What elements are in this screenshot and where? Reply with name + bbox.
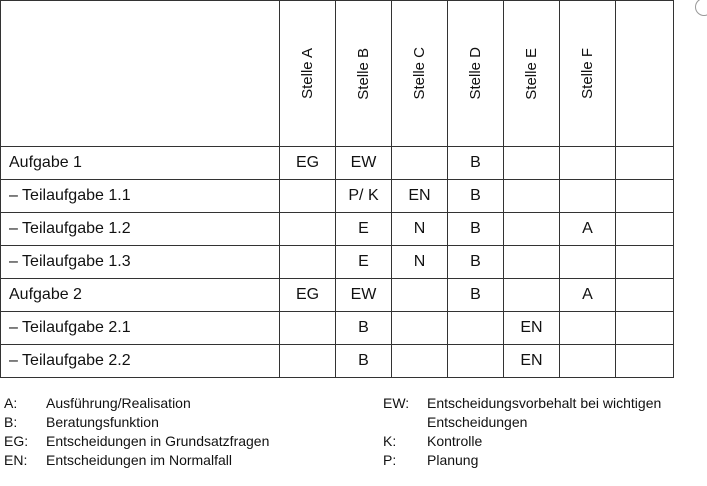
table-row bbox=[1, 312, 674, 345]
legend-text: Beratungsfunktion bbox=[46, 414, 159, 430]
column-header: Stelle E bbox=[504, 1, 560, 147]
table-cell bbox=[280, 213, 336, 246]
legend-text: Entscheidungen im Normalfall bbox=[46, 452, 232, 468]
table-cell: B bbox=[448, 279, 504, 312]
table-cell: E bbox=[336, 213, 392, 246]
legend-code: B: bbox=[4, 414, 18, 430]
row-label: – Teilaufgabe 1.1 bbox=[1, 180, 280, 213]
table-cell: A bbox=[560, 213, 616, 246]
table-cell bbox=[448, 312, 504, 345]
table-cell: P/ K bbox=[336, 180, 392, 213]
legend-text: Ausführung/Realisation bbox=[46, 395, 191, 411]
table-cell: B bbox=[448, 213, 504, 246]
table-cell bbox=[504, 180, 560, 213]
table-cell: B bbox=[448, 147, 504, 180]
table-cell bbox=[280, 312, 336, 345]
legend-code: K: bbox=[383, 433, 397, 449]
table-cell: B bbox=[448, 246, 504, 279]
table-cell bbox=[560, 180, 616, 213]
extra-column-header bbox=[616, 1, 674, 147]
table-cell bbox=[504, 147, 560, 180]
table-cell: EG bbox=[280, 279, 336, 312]
table-cell: EN bbox=[504, 312, 560, 345]
table-cell bbox=[616, 246, 674, 279]
corner-cell bbox=[1, 1, 280, 147]
table-row bbox=[1, 345, 674, 378]
table-cell bbox=[504, 246, 560, 279]
column-header: Stelle A bbox=[280, 1, 336, 147]
table-row bbox=[1, 180, 674, 213]
table-cell bbox=[560, 312, 616, 345]
table-cell: EN bbox=[392, 180, 448, 213]
table-row bbox=[1, 147, 674, 180]
legend-code: EG: bbox=[4, 433, 29, 449]
table-cell bbox=[504, 213, 560, 246]
table-cell: B bbox=[448, 180, 504, 213]
legend-code: P: bbox=[383, 452, 397, 468]
row-label: Aufgabe 2 bbox=[1, 279, 280, 312]
table-cell bbox=[560, 246, 616, 279]
column-header: Stelle B bbox=[336, 1, 392, 147]
legend-text: Entscheidungen bbox=[427, 414, 528, 430]
legend-text: Kontrolle bbox=[427, 433, 483, 449]
table-cell: B bbox=[336, 345, 392, 378]
table-cell: EW bbox=[336, 147, 392, 180]
table-cell bbox=[616, 213, 674, 246]
header-row bbox=[1, 1, 674, 147]
table-cell bbox=[392, 279, 448, 312]
table-cell bbox=[392, 312, 448, 345]
table-cell: EG bbox=[280, 147, 336, 180]
table-cell bbox=[392, 345, 448, 378]
table-cell bbox=[448, 345, 504, 378]
column-header: Stelle D bbox=[448, 1, 504, 147]
legend-text: Planung bbox=[427, 452, 479, 468]
table-cell: EN bbox=[504, 345, 560, 378]
table-cell bbox=[560, 147, 616, 180]
table-cell: N bbox=[392, 246, 448, 279]
table-cell: B bbox=[336, 312, 392, 345]
table-cell: N bbox=[392, 213, 448, 246]
row-label: Aufgabe 1 bbox=[1, 147, 280, 180]
table-cell bbox=[560, 345, 616, 378]
table-cell bbox=[616, 147, 674, 180]
table-row bbox=[1, 213, 674, 246]
legend-code: EN: bbox=[4, 452, 28, 468]
row-label: – Teilaufgabe 2.1 bbox=[1, 312, 280, 345]
row-label: – Teilaufgabe 2.2 bbox=[1, 345, 280, 378]
legend-code: EW: bbox=[383, 395, 410, 411]
table-cell bbox=[280, 180, 336, 213]
legend-text: Entscheidungsvorbehalt bei wichtigen bbox=[427, 395, 662, 411]
legend-text: Entscheidungen in Grundsatzfragen bbox=[46, 433, 270, 449]
column-header: Stelle F bbox=[560, 1, 616, 147]
row-label: – Teilaufgabe 1.3 bbox=[1, 246, 280, 279]
table-cell bbox=[392, 147, 448, 180]
table-cell bbox=[504, 279, 560, 312]
table-cell bbox=[616, 279, 674, 312]
column-header: Stelle C bbox=[392, 1, 448, 147]
table-cell bbox=[280, 345, 336, 378]
table-cell: A bbox=[560, 279, 616, 312]
table-row bbox=[1, 246, 674, 279]
table-cell: EW bbox=[336, 279, 392, 312]
table-cell bbox=[280, 246, 336, 279]
table-cell bbox=[616, 180, 674, 213]
table-row bbox=[1, 279, 674, 312]
table-cell: E bbox=[336, 246, 392, 279]
table-cell bbox=[616, 312, 674, 345]
table-cell bbox=[616, 345, 674, 378]
legend-code: A: bbox=[4, 395, 18, 411]
row-label: – Teilaufgabe 1.2 bbox=[1, 213, 280, 246]
page-edge-circle-icon bbox=[695, 0, 707, 16]
